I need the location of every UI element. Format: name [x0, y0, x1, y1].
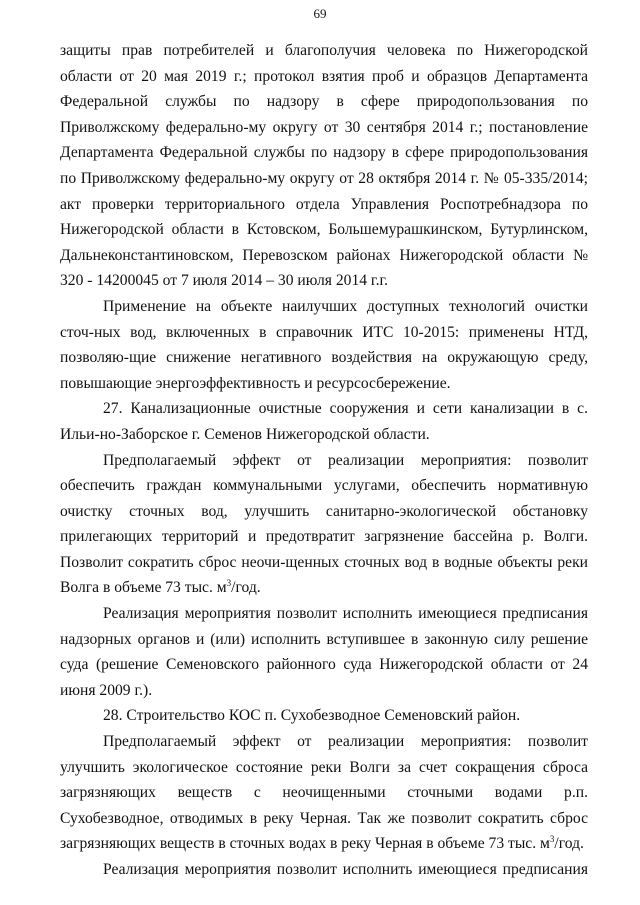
- paragraph-court-acts: защиты прав потребителей и благополучия человека по Нижегородской области от 20 мая 2019 г.; протокол взятия проб и образцов Департамента Федеральной службы по надзору в сфере природопользования по Приволжскому федерально-му округу от 30 сентября 2014 г.; постановление Департамента Федеральной службы по надзору в сфере природопользования по Приволжскому федерально-му округу от 28 октября 2014 г. № 05-335/2014; акт проверки территориального отдела Управления Роспотребнадзора по Нижегородской области в Кстовском, Большемурашкинском, Бутурлинском, Дальнеконстантиновском, Перевозском районах Нижегородской области № 320 - 14200045 от 7 июля 2014 – 30 июля 2014 г.г.: [60, 42, 588, 290]
- paragraph-best-technologies: Применение на объекте наилучших доступных технологий очистки сточ-ных вод, включенных в справочник ИТС 10-2015: применены НТД, позволяю-щие снижение негативного воздействия на окружающую среду, повышающие энергоэффективность и ресурсосбережение.: [60, 297, 588, 392]
- superscript-cubic: 3: [549, 834, 555, 845]
- paragraph-item-28-effect-text: Предполагаемый эффект от реализации мероприятия: позволит улучшить экологическое состояние реки Волги за счет сокращения сброса загрязняющих веществ с неочищенными сточными водами р.п. Сухобезводное, отводимых в реку Черная. Так же позволит сократить сброс загрязняющих веществ в сточных водах в реку Черная в объеме 73 тыс. м: [60, 733, 588, 853]
- page-number: 69: [313, 6, 327, 21]
- paragraph-item-28-heading: 28. Строительство КОС п. Сухобезводное Семеновский район.: [103, 707, 521, 725]
- paragraph-item-27-effect-text: Предполагаемый эффект от реализации мероприятия: позволит обеспечить граждан коммунальными услугами, обеспечить нормативную очистку сточных вод, улучшить санитарно-экологической обстановку прилегающих территорий и предотвратит загрязнение бассейна р. Волги. Позволит сократить сброс неочи-щенных сточных вод в водные объекты реки Волга в объеме 73 тыс. м: [60, 451, 588, 597]
- paragraph-item-28-prescriptions: Реализация мероприятия позволит исполнить имеющиеся предписания: [103, 861, 588, 878]
- paragraph-item-28-effect-unit: /год.: [554, 835, 584, 853]
- paragraph-item-28-effect: [60, 729, 588, 857]
- superscript-cubic: 3: [226, 578, 232, 589]
- paragraph-item-27-heading: 27. Канализационные очистные сооружения и сети канализации в с. Ильи-но-Заборское г. Семенов Нижегородской области.: [60, 400, 588, 443]
- paragraph-item-27-effect: [60, 448, 588, 602]
- document-body: [60, 38, 588, 883]
- paragraph-item-27-prescriptions: Реализация мероприятия позволит исполнить имеющиеся предписания надзорных органов и (или) исполнить вступившее в законную силу решение суда (решение Семеновского районного суда Нижегородской области от 24 июня 2009 г.).: [60, 605, 588, 699]
- paragraph-item-27-effect-unit: /год.: [231, 579, 261, 597]
